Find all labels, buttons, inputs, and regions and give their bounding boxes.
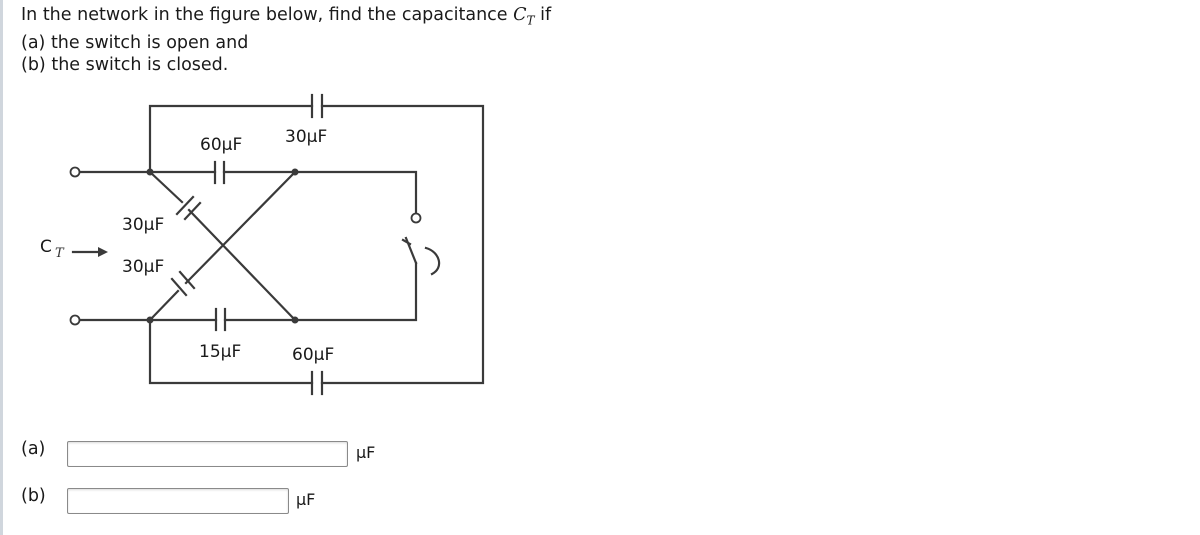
cap-label-bottom-inner: 15μF bbox=[199, 342, 242, 362]
answer-b-unit: μF bbox=[296, 490, 316, 509]
answer-a-label: (a) bbox=[21, 439, 46, 459]
cap-label-top-right: 30μF bbox=[285, 127, 328, 147]
junction-dot bbox=[147, 317, 154, 324]
diag-cap-upper-plate-2 bbox=[185, 203, 200, 219]
cap-label-diag-upper: 30μF bbox=[122, 215, 165, 235]
diag-cap-lower-plate-2 bbox=[180, 272, 194, 288]
question-line-3: (b) the switch is closed. bbox=[21, 54, 229, 75]
junction-dot bbox=[292, 169, 299, 176]
ct-label: C bbox=[40, 237, 52, 257]
switch-contact bbox=[412, 214, 421, 223]
cap-label-diag-lower: 30μF bbox=[122, 257, 165, 277]
ct-arrow-head bbox=[98, 247, 108, 257]
answer-b-label: (b) bbox=[21, 486, 46, 506]
diag-cap-lower-plate-1 bbox=[172, 279, 186, 295]
switch-symbol-mark bbox=[426, 248, 439, 274]
question-line-1: In the network in the figure below, find the capacitance $C_T$ if bbox=[21, 5, 552, 28]
junction-dot bbox=[292, 317, 299, 324]
answer-a-input[interactable] bbox=[67, 441, 348, 467]
question-line-2: (a) the switch is open and bbox=[21, 32, 249, 53]
ct-symbol: $C_T$ bbox=[513, 5, 535, 28]
upper-rail bbox=[79, 172, 416, 213]
answer-b-input[interactable] bbox=[67, 488, 289, 514]
terminal-top bbox=[71, 168, 80, 177]
cap-label-top-left: 60μF bbox=[200, 135, 243, 155]
junction-dot bbox=[147, 169, 154, 176]
cap-label-bottom-right: 60μF bbox=[292, 345, 335, 365]
answer-a-unit: μF bbox=[356, 443, 376, 462]
terminal-bottom bbox=[71, 316, 80, 325]
ct-label-sub: T bbox=[55, 246, 64, 261]
